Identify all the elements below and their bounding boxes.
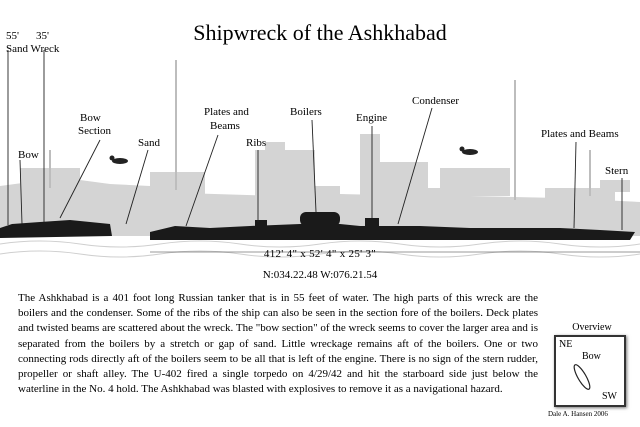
wreck-coordinates: N:034.22.48 W:076.21.54 (262, 269, 378, 281)
callout-sand: Sand (138, 137, 160, 149)
overview-ship-icon (556, 337, 624, 405)
callout-engine: Engine (356, 112, 388, 124)
callout-plates-beams-line1: Plates and (204, 106, 249, 118)
callout-ribs: Ribs (246, 137, 267, 149)
diver-icon (110, 156, 129, 165)
callout-condenser: Condenser (412, 95, 460, 107)
author-credit: Dale A. Hansen 2006 (548, 410, 608, 418)
overview-title: Overview (572, 322, 612, 333)
ship-dimensions: 412' 4" x 52' 4" x 25' 3" (263, 248, 377, 260)
overview-ne-label: NE (559, 339, 573, 350)
wreck-description: The Ashkhabad is a 401 foot long Russian tanker that is in 55 feet of water. The high parts of this wreck are the boilers and the condenser. Some of the ribs of the ship can also be seen in the section fore of the boilers. Deck plates and twisted beams are scattered about the wreck. The "bow section" of the wreck seems to cover the larger area and is separated from the boilers by a stretch or gap of sand. Little wreckage remains aft of the boilers. One or two connecting rods directly aft of the boilers seem to be all that is left of the engine. There is no sign of the stern rudder, propeller or shaft alley. The U-402 fired a single torpedo on 4/29/42 and hit the starboard side just below the waterline in the No. 4 hold. The Ashkhabad was blasted with explosives to remove it as a navigational hazard. (18, 292, 538, 396)
overview-map (554, 335, 626, 407)
bow-depth-label: 55' (6, 30, 19, 42)
callout-bow-section-line2: Section (78, 125, 111, 137)
callout-plates-beams-stern: Plates and Beams (541, 128, 619, 140)
callout-bow: Bow (18, 149, 39, 161)
sand-wreck-label: Sand Wreck (6, 43, 60, 55)
callout-plates-beams-line2: Beams (210, 120, 240, 132)
diver-icon-2 (460, 147, 479, 156)
callout-stern: Stern (605, 165, 629, 177)
overview-sw-label: SW (602, 391, 617, 402)
callout-boilers: Boilers (290, 106, 322, 118)
stern-depth-label: 35' (36, 30, 49, 42)
page-title: Shipwreck of the Ashkhabad (193, 20, 447, 45)
overview-bow-label: Bow (582, 351, 601, 362)
callout-bow-section-line1: Bow (80, 112, 101, 124)
